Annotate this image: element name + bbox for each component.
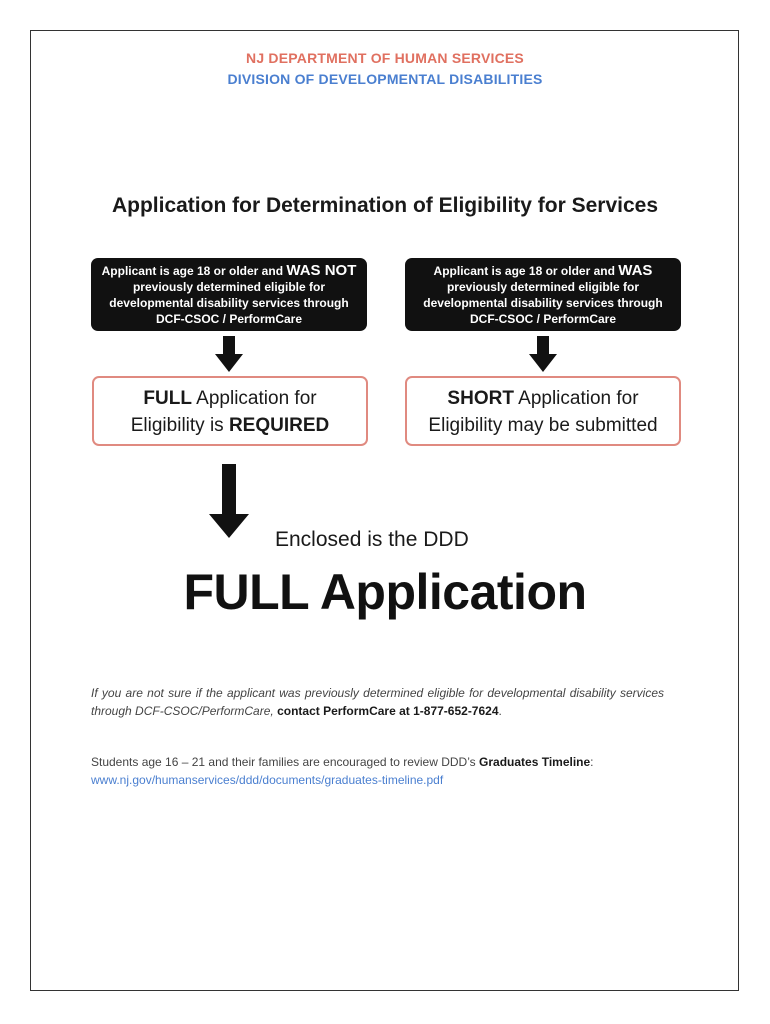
short-application-box — [405, 376, 681, 446]
department-heading: NJ DEPARTMENT OF HUMAN SERVICES — [246, 50, 524, 66]
condition-text: Applicant is age 18 or older and — [101, 264, 287, 278]
condition-emphasis: WAS — [618, 262, 653, 279]
result-text: Application for — [513, 388, 639, 409]
condition-box-not-eligible — [91, 258, 367, 331]
result-line-2 — [94, 412, 366, 439]
page-border — [30, 30, 739, 991]
condition-emphasis: WAS NOT — [286, 262, 357, 279]
condition-text: Applicant is age 18 or older and — [433, 264, 619, 278]
note-italic-text: If you are not sure if the applicant was previously determined eligible for developmental disability services through DCF-CSOC/PerformCare, — [91, 686, 664, 718]
graduates-timeline-label: Graduates Timeline — [479, 755, 591, 769]
note-end: . — [498, 704, 502, 718]
condition-detail: previously determined eligible for developmental disability services through DCF-CSOC / PerformCare — [423, 280, 663, 326]
result-line-1 — [407, 385, 679, 412]
division-heading: DIVISION OF DEVELOPMENTAL DISABILITIES — [227, 71, 543, 87]
arrow-down-icon — [215, 336, 243, 372]
result-text: Eligibility may be submitted — [428, 415, 658, 436]
note-colon: : — [590, 755, 594, 769]
performcare-note — [91, 684, 664, 720]
contact-text: contact PerformCare at 1-877-652-7624 — [277, 704, 499, 718]
graduates-note — [91, 753, 664, 789]
full-application-heading: FULL Application — [183, 564, 587, 620]
large-arrow-down-icon — [209, 464, 249, 538]
result-text: Application for — [191, 388, 317, 409]
graduates-timeline-link[interactable]: www.nj.gov/humanservices/ddd/documents/graduates-timeline.pdf — [91, 773, 444, 787]
condition-box-eligible — [405, 258, 681, 331]
result-emphasis: SHORT — [447, 388, 514, 409]
full-application-box — [92, 376, 368, 446]
enclosed-text: Enclosed is the DDD — [275, 528, 469, 551]
result-text: Eligibility is — [130, 415, 229, 436]
document-title: Application for Determination of Eligibility for Services — [111, 194, 659, 217]
result-line-1 — [94, 385, 366, 412]
note-text: Students age 16 – 21 and their families are encouraged to review DDD’s — [91, 755, 480, 769]
condition-detail: previously determined eligible for developmental disability services through DCF-CSOC / PerformCare — [109, 280, 349, 326]
result-line-2 — [407, 412, 679, 439]
result-emphasis: FULL — [143, 388, 192, 409]
result-emphasis: REQUIRED — [228, 415, 330, 436]
arrow-down-icon — [529, 336, 557, 372]
